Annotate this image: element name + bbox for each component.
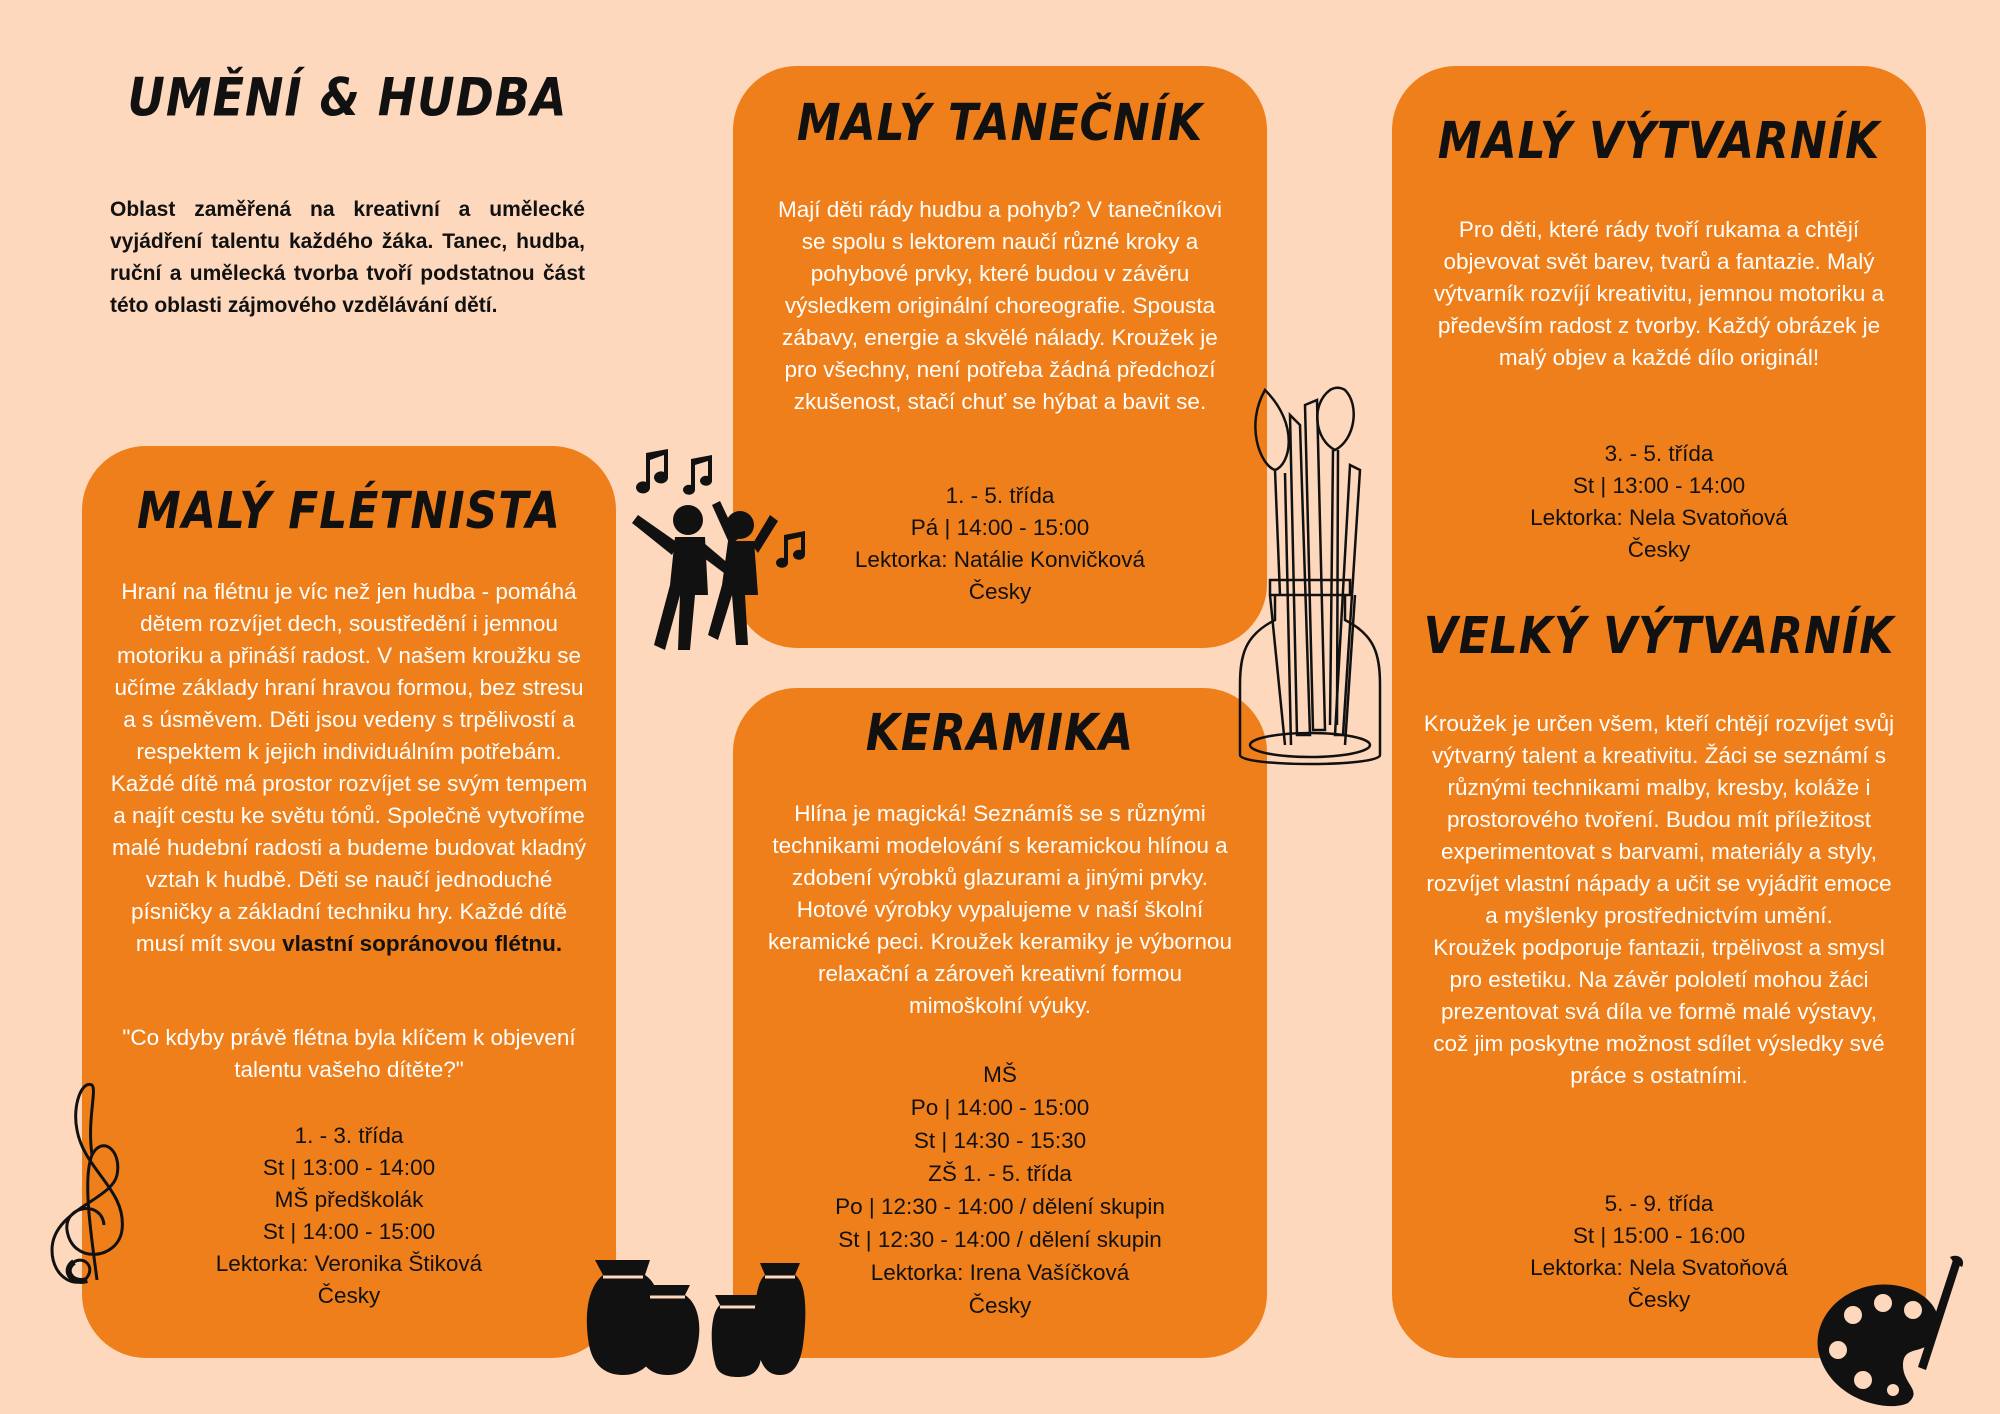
- flute-preschool: MŠ předškolák: [274, 1187, 424, 1212]
- treble-clef-icon: [32, 1080, 142, 1300]
- flute-grade: 1. - 3. třída: [294, 1123, 404, 1148]
- art-card: [1392, 66, 1926, 1358]
- flute-text: Hraní na flétnu je víc než jen hudba - pomáhá dětem rozvíjet dech, soustředění i jemnou motoriku a přináší radost. V našem kroužku se učíme základy hraní hravou formou, bez stresu a s úsměvem. Děti jsou vedeny s trpělivostí a respektem k jejich individuálním potřebám. Každé dítě má prostor rozvíjet se svým tempem a najít cestu ke světu tónů. Společně vytvoříme malé hudební radosti a budeme budovat kladný vztah k hudbě. Děti se naučí jednoduché písničky a základní techniku hry. Každé dítě musí mít svou: [110, 579, 588, 956]
- dancer-time: Pá | 14:00 - 15:00: [910, 515, 1090, 540]
- palette-icon: [1808, 1255, 1968, 1410]
- intro-section: [110, 65, 585, 322]
- ceramics-zs: ZŠ 1. - 5. třída: [928, 1161, 1072, 1186]
- big-artist-text: Kroužek je určen všem, kteří chtějí rozvíjet svůj výtvarný talent a kreativitu. Žáci se seznámí s různými technikami malby, kresby, koláže i prostorového tvoření. Budou mít příležitost experimentovat s barvami, materiály a styly, rozvíjet vlastní nápady a učit se vyjádřit emoce a myšlenky prostřednictvím umění. Kroužek podporuje fantazii, trpělivost a smysl pro estetiku. Na závěr pololetí mohou žáci prezentovat svá díla ve formě malé výstavy, což jim poskytne možnost sdílet výsledky své práce s ostatními.: [1423, 711, 1895, 1088]
- dancer-grade: 1. - 5. třída: [945, 483, 1055, 508]
- ceramics-zs-time-1: Po | 12:30 - 14:00 / dělení skupin: [835, 1194, 1165, 1219]
- flute-language: Česky: [317, 1283, 381, 1308]
- ceramics-ms-time-2: St | 14:30 - 15:30: [913, 1128, 1087, 1153]
- ceramics-language: Česky: [968, 1293, 1032, 1318]
- dancer-language: Česky: [968, 579, 1032, 604]
- small-artist-language: Česky: [1627, 537, 1691, 562]
- vases-icon: [585, 1255, 810, 1380]
- flute-info: [82, 1120, 616, 1312]
- small-artist-title: MALÝ VÝTVARNÍK: [1437, 112, 1881, 171]
- flute-time: St | 13:00 - 14:00: [262, 1155, 436, 1180]
- big-artist-title: VELKÝ VÝTVARNÍK: [1423, 607, 1895, 666]
- flute-preschool-time: St | 14:00 - 15:00: [262, 1219, 436, 1244]
- flute-card: [82, 446, 616, 1358]
- big-artist-grade: 5. - 9. třída: [1604, 1191, 1714, 1216]
- ceramics-ms: MŠ: [983, 1062, 1017, 1087]
- dancer-teacher: Lektorka: Natálie Konvičková: [854, 547, 1146, 572]
- dancer-title: MALÝ TANEČNÍK: [796, 94, 1204, 153]
- big-artist-teacher: Lektorka: Nela Svatoňová: [1530, 1255, 1788, 1280]
- big-artist-time: St | 15:00 - 16:00: [1572, 1223, 1746, 1248]
- big-artist-language: Česky: [1627, 1287, 1691, 1312]
- ceramics-title: KERAMIKA: [865, 704, 1135, 763]
- ceramics-teacher: Lektorka: Irena Vašíčková: [870, 1260, 1130, 1285]
- flute-text-bold: vlastní sopránovou flétnu.: [282, 931, 563, 956]
- small-artist-text: Pro děti, které rády tvoří rukama a chtějí objevovat svět barev, tvarů a fantazie. Malý výtvarník rozvíjí kreativitu, jemnou motoriku a především radost z tvorby. Každý obrázek je malý objev a každé dílo originál!: [1433, 217, 1885, 370]
- dancers-icon: [620, 445, 820, 665]
- small-artist-grade: 3. - 5. třída: [1604, 441, 1714, 466]
- ceramics-ms-time-1: Po | 14:00 - 15:00: [910, 1095, 1090, 1120]
- small-artist-info: [1392, 438, 1926, 566]
- flute-teacher: Lektorka: Veronika Štiková: [215, 1251, 483, 1276]
- ceramics-zs-time-2: St | 12:30 - 14:00 / dělení skupin: [838, 1227, 1162, 1252]
- small-artist-time: St | 13:00 - 14:00: [1572, 473, 1746, 498]
- intro-text: Oblast zaměřená na kreativní a umělecké vyjádření talentu každého žáka. Tanec, hudba, ruční a umělecká tvorba tvoří podstatnou část této oblasti zájmového vzdělávání dětí.: [110, 198, 585, 317]
- page-title: UMĚNÍ & HUDBA: [127, 65, 568, 129]
- flute-title: MALÝ FLÉTNISTA: [137, 482, 561, 541]
- ceramics-text: Hlína je magická! Seznámíš se s různými technikami modelování s keramickou hlínou a zdobení výrobků glazurami a jinými prvky. Hotové výrobky vypalujeme v naší školní keramické peci. Kroužek keramiky je výbornou relaxační a zároveň kreativní formou mimoškolní výuky.: [768, 801, 1232, 1018]
- ceramics-info: [733, 1058, 1267, 1322]
- small-artist-teacher: Lektorka: Nela Svatoňová: [1530, 505, 1788, 530]
- flute-description: [106, 576, 592, 960]
- dancer-text: Mají děti rády hudbu a pohyb? V tanečníkovi se spolu s lektorem naučí různé kroky a pohybové prvky, které budou v závěru výsledkem originální choreografie. Spousta zábavy, energie a skvělé nálady. Kroužek je pro všechny, není potřeba žádná předchozí zkušenost, stačí chuť se hýbat a bavit se.: [777, 197, 1223, 414]
- brush-jar-icon: [1235, 385, 1395, 775]
- ceramics-card: [733, 688, 1267, 1358]
- flute-quote: "Co kdyby právě flétna byla klíčem k objevení talentu vašeho dítěte?": [122, 1025, 576, 1082]
